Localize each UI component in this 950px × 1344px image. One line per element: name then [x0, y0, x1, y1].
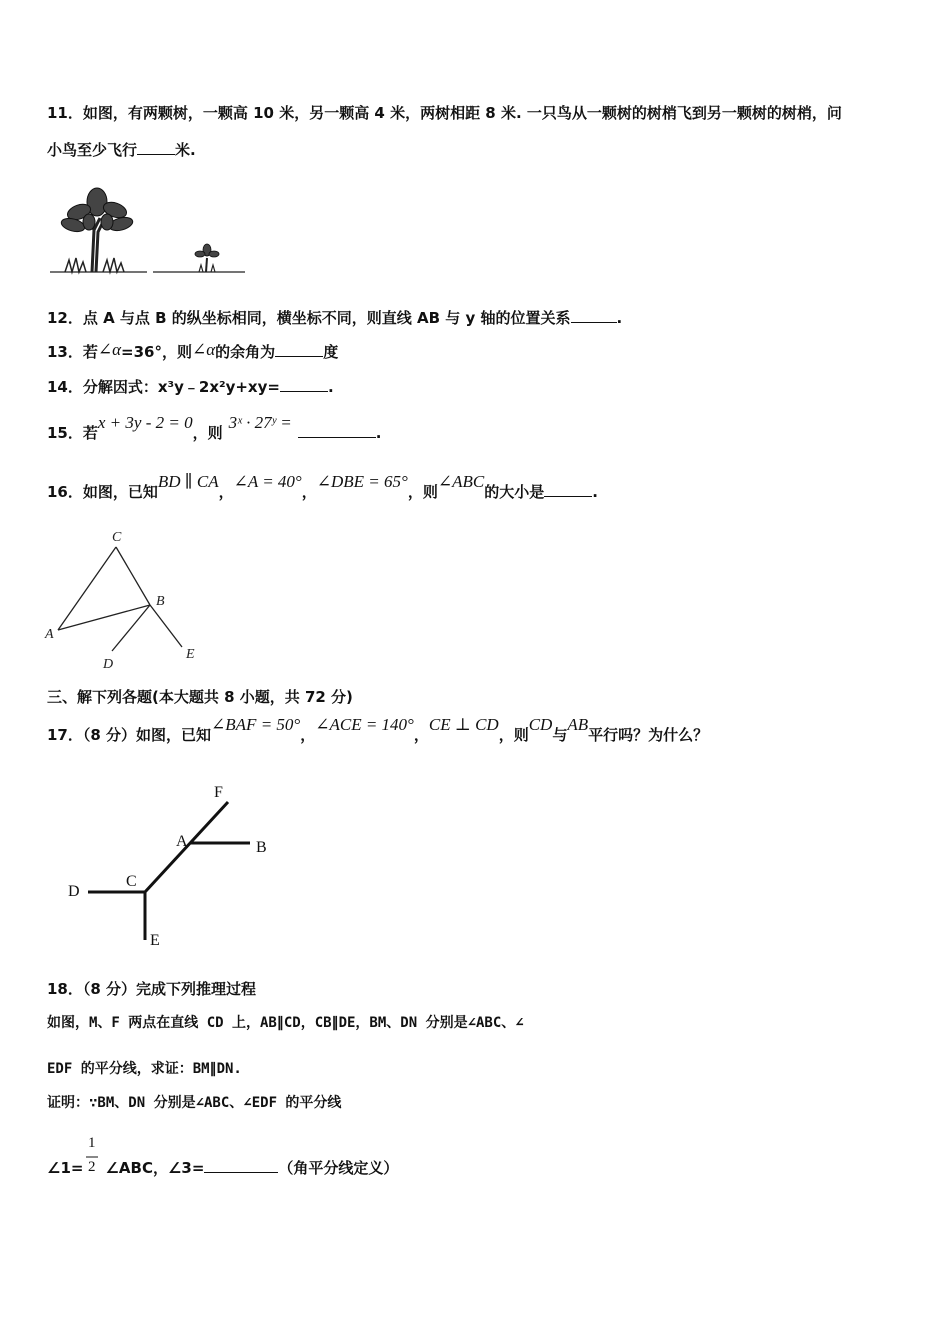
q16-line	[47, 472, 598, 502]
q16-cond1: BD ∥ CA	[157, 472, 219, 491]
q11-line2	[47, 140, 196, 160]
q12-text: 12．点 A 与点 B 的纵坐标相同，横坐标不同，则直线 AB 与 y 轴的位置关系	[47, 309, 571, 327]
q16-answer-blank[interactable]	[544, 482, 592, 497]
q18-line2: EDF 的平分线，求证：BM∥DN.	[47, 1061, 242, 1077]
q17-cond5: AB	[567, 715, 589, 734]
q17-sep3: ，则	[498, 726, 529, 744]
q11-trees-figure	[45, 180, 255, 280]
q17-sep1: ，	[300, 726, 316, 744]
q17-cond4: CD	[528, 715, 553, 734]
q17-sep2: ，	[413, 726, 429, 744]
q11-answer-blank[interactable]	[137, 140, 175, 155]
q15-pre: 15．若	[47, 424, 98, 442]
q13-end: 度	[323, 343, 339, 361]
q18-line1: 如图，M、F 两点在直线 CD 上，AB∥CD，CB∥DE，BM、DN 分别是∠ABC、∠	[47, 1015, 524, 1031]
q14-end: .	[327, 378, 334, 396]
q16-cond4: ∠ABC	[437, 472, 485, 491]
q16-label-b: B	[156, 594, 165, 609]
q16-post: 的大小是	[484, 483, 545, 501]
q16-cond2: ∠A = 40°	[233, 472, 302, 491]
q17-figure	[60, 780, 300, 950]
q18-line3: 证明：∵BM、DN 分别是∠ABC、∠EDF 的平分线	[47, 1095, 342, 1111]
q18-line4	[47, 1158, 398, 1178]
q12-end: .	[616, 309, 623, 327]
q18-line4-pre: ∠1=	[47, 1159, 84, 1177]
q13-post: 的余角为	[215, 343, 276, 361]
q15-equation: x + 3y - 2 = 0	[97, 413, 193, 432]
q14-pre: 14．分解因式：	[47, 378, 158, 396]
q17-cond2: ∠ACE = 140°	[315, 715, 414, 734]
q13-line	[47, 342, 338, 362]
q18-title: 18．（8 分）完成下列推理过程	[47, 980, 257, 998]
q13-pre: 13．若	[47, 343, 98, 361]
q17-mid: 与	[552, 726, 568, 744]
q11-text: 小鸟至少飞行	[47, 141, 138, 159]
q11-line1: 11．如图，有两颗树，一颗高 10 米，另一颗高 4 米，两树相距 8 米. 一只鸟从一颗树的树梢飞到另一颗树的树梢，问	[47, 104, 842, 122]
q17-label-f: F	[214, 784, 223, 801]
q15-end: .	[375, 424, 382, 442]
q11-unit: 米.	[175, 141, 196, 159]
q16-label-d: D	[103, 657, 114, 672]
q16-figure	[40, 525, 210, 675]
q15-mid: ，则	[192, 424, 223, 442]
q17-cond1: ∠BAF = 50°	[211, 715, 301, 734]
q17-label-b: B	[256, 839, 267, 856]
q17-line	[47, 715, 709, 745]
q17-cond3: CE ⊥ CD	[428, 715, 499, 734]
q17-label-a: A	[176, 833, 188, 850]
q16-pre: 16．如图，已知	[47, 483, 158, 501]
q12-answer-blank[interactable]	[571, 308, 617, 323]
q17-label-c: C	[126, 873, 137, 890]
q13-angle2: ∠α	[192, 340, 216, 359]
q14-answer-blank[interactable]	[280, 377, 328, 392]
q12-line	[47, 308, 622, 328]
q16-label-c: C	[112, 530, 122, 545]
q13-answer-blank[interactable]	[275, 342, 323, 357]
q16-cond3: ∠DBE = 65°	[316, 472, 408, 491]
q15-expr: 3ˣ · 27ʸ =	[228, 413, 292, 432]
q16-sep3: ，则	[407, 483, 438, 501]
q14-line	[47, 377, 334, 397]
q14-expr: x³y﹣2x²y+xy=	[157, 378, 280, 396]
q13-mid: =36°，则	[121, 343, 192, 361]
q13-angle: ∠α	[97, 340, 122, 359]
q16-end: .	[592, 483, 598, 501]
q16-label-a: A	[45, 627, 54, 642]
q16-sep1: ，	[218, 483, 234, 501]
q18-frac-denominator: 2	[88, 1159, 96, 1175]
q18-line4-mid: ∠ABC，∠3=	[105, 1159, 205, 1177]
q15-answer-blank[interactable]	[298, 423, 376, 438]
q17-pre: 17．（8 分）如图，已知	[47, 726, 212, 744]
q16-sep2: ，	[301, 483, 317, 501]
q17-label-d: D	[68, 883, 80, 900]
section-3-title: 三、解下列各题(本大题共 8 小题，共 72 分)	[47, 688, 353, 706]
q17-label-e: E	[150, 932, 160, 949]
q18-answer-blank[interactable]	[204, 1158, 278, 1173]
q15-line	[47, 413, 382, 443]
q18-line4-post: （角平分线定义）	[278, 1159, 399, 1177]
q18-frac-numerator: 1	[88, 1135, 96, 1151]
q17-post: 平行吗？为什么？	[588, 726, 709, 744]
q16-label-e: E	[186, 647, 195, 662]
